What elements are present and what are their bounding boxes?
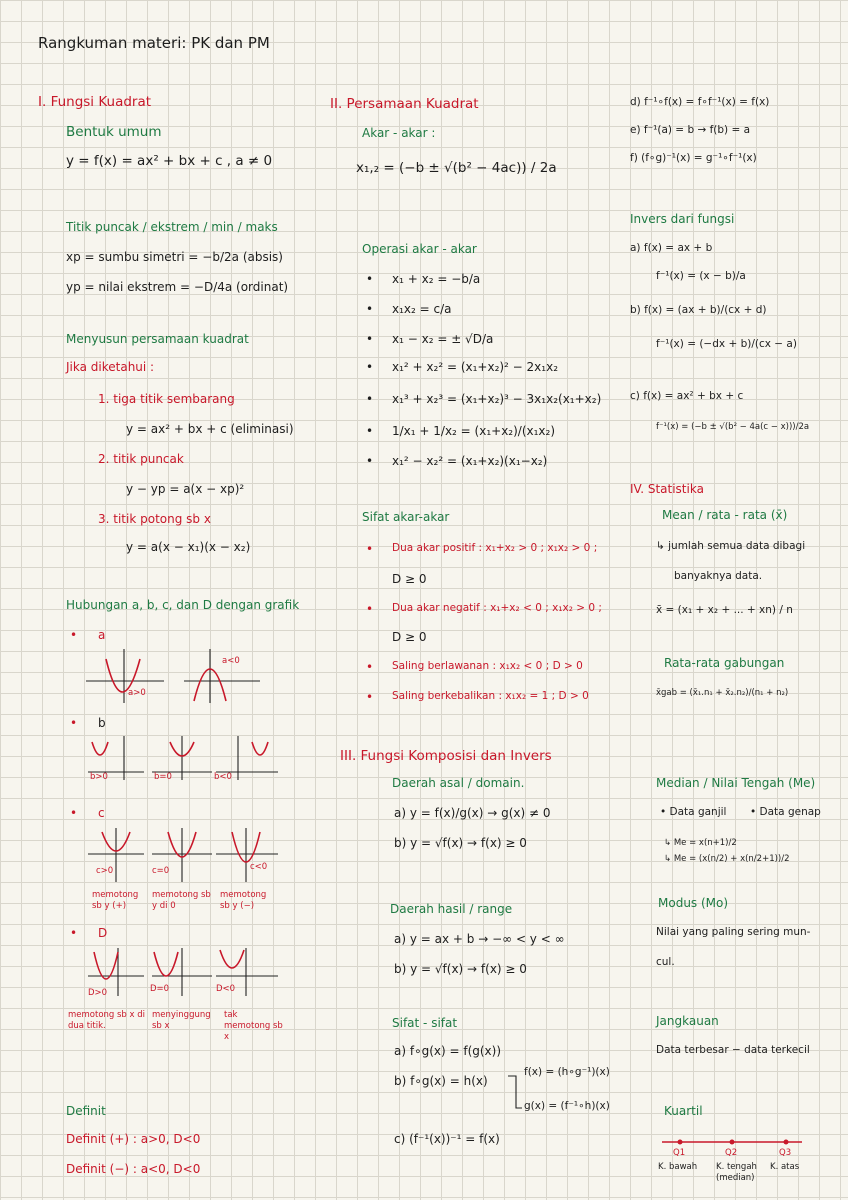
formula-tiga-titik: y = ax² + bx + c (eliminasi): [126, 422, 294, 436]
op-item: x₁ − x₂ = ± √D/a: [392, 332, 494, 346]
section-statistika: IV. Statistika: [630, 482, 704, 496]
sifat-f: f) (f∘g)⁻¹(x) = g⁻¹∘f⁻¹(x): [630, 152, 757, 164]
modus-desc-2: cul.: [656, 956, 675, 968]
akar-label: Akar - akar :: [362, 126, 436, 140]
invers-c2: f⁻¹(x) = (−b ± √(b² − 4a(c − x)))/2a: [656, 422, 810, 432]
modus-desc-1: Nilai yang paling sering mun-: [656, 926, 811, 938]
label-c-neg: c<0: [250, 862, 268, 872]
graphs-c: [86, 826, 282, 884]
page-title: Rangkuman materi: PK dan PM: [38, 34, 270, 52]
akar-formula: x₁,₂ = (−b ± √(b² − 4ac)) / 2a: [356, 160, 557, 176]
kuartil-q1-name: K. bawah: [658, 1162, 698, 1172]
median-label: Median / Nilai Tengah (Me): [656, 776, 816, 790]
formula-titik-potong: y = a(x − x₁)(x − x₂): [126, 540, 251, 554]
op-bullet: •: [366, 454, 374, 468]
invers-a2: f⁻¹(x) = (x − b)/a: [656, 270, 746, 282]
sifat-berkebalikan: Saling berkebalikan : x₁x₂ = 1 ; D > 0: [392, 690, 589, 702]
op-bullet: •: [366, 332, 374, 346]
bullet-a-label: a: [98, 628, 106, 642]
bullet-d: •: [70, 926, 78, 940]
invers-b: b) f(x) = (ax + b)/(cx + d): [630, 304, 767, 316]
op-item: x₁² − x₂² = (x₁+x₂)(x₁−x₂): [392, 454, 548, 468]
label-b-zero: b=0: [154, 772, 172, 782]
label-c-pos: c>0: [96, 866, 114, 876]
op-bullet: •: [366, 302, 374, 316]
label-d-zero: D=0: [150, 984, 170, 994]
sifat-bullet: •: [366, 660, 374, 674]
bullet-b-label: b: [98, 716, 106, 730]
invers-b2: f⁻¹(x) = (−dx + b)/(cx − a): [656, 338, 797, 350]
invers-a: a) f(x) = ax + b: [630, 242, 713, 254]
note-d-pos: memotong sb x di dua titik.: [68, 1010, 146, 1031]
op-item: x₁² + x₂² = (x₁+x₂)² − 2x₁x₂: [392, 360, 559, 374]
rata-gabungan-formula: x̄gab = (x̄₁.n₁ + x̄₂.n₂)/(n₁ + n₂): [656, 688, 789, 698]
sifat-bullet: •: [366, 602, 374, 616]
bullet-d-label: D: [98, 926, 108, 940]
op-bullet: •: [366, 392, 374, 406]
domain-b: b) y = √f(x) → f(x) ≥ 0: [394, 836, 527, 850]
note-c-zero: memotong sb y di 0: [152, 890, 211, 911]
mean-desc-2: banyaknya data.: [674, 570, 763, 582]
sifat-b1: f(x) = (h∘g⁻¹)(x): [524, 1066, 610, 1078]
bentuk-umum-label: Bentuk umum: [66, 124, 162, 140]
jangkauan-label: Jangkauan: [656, 1014, 719, 1028]
sifat-bullet: •: [366, 542, 374, 556]
range-label: Daerah hasil / range: [390, 902, 513, 916]
op-item: x₁x₂ = c/a: [392, 302, 452, 316]
sifat-akar-label: Sifat akar-akar: [362, 510, 450, 524]
section-fungsi-kuadrat: I. Fungsi Kuadrat: [38, 94, 152, 110]
median-genap-formula: ↳ Me = (x(n/2) + x(n/2+1))/2: [664, 854, 790, 864]
invers-label: Invers dari fungsi: [630, 212, 735, 226]
invers-c: c) f(x) = ax² + bx + c: [630, 390, 744, 402]
op-item: x₁³ + x₂³ = (x₁+x₂)³ − 3x₁x₂(x₁+x₂): [392, 392, 602, 406]
label-a-neg: a<0: [222, 656, 240, 666]
sifat-a: a) f∘g(x) = f(g(x)): [394, 1044, 502, 1058]
sifat-sifat-label: Sifat - sifat: [392, 1016, 458, 1030]
domain-a: a) y = f(x)/g(x) → g(x) ≠ 0: [394, 806, 551, 820]
bentuk-umum-formula: y = f(x) = ax² + bx + c , a ≠ 0: [66, 153, 273, 169]
sifat-berlawanan: Saling berlawanan : x₁x₂ < 0 ; D > 0: [392, 660, 583, 672]
note-d-neg: tak memotong sb x: [224, 1010, 283, 1042]
mean-formula: x̄ = (x₁ + x₂ + ... + xn) / n: [656, 604, 793, 616]
sifat-bullet: •: [366, 690, 374, 704]
sifat-dua-negatif: Dua akar negatif : x₁+x₂ < 0 ; x₁x₂ > 0 ;: [392, 602, 602, 614]
kuartil-q2: Q2: [725, 1148, 738, 1158]
jangkauan-desc: Data terbesar − data terkecil: [656, 1044, 810, 1056]
sifat-dua-positif-d: D ≥ 0: [392, 572, 427, 586]
graphs-d: [86, 946, 282, 998]
bullet-c-label: c: [98, 806, 105, 820]
graphs-b: [86, 734, 282, 782]
definit-negatif: Definit (−) : a<0, D<0: [66, 1162, 201, 1176]
op-bullet: •: [366, 272, 374, 286]
rata-gabungan-label: Rata-rata gabungan: [664, 656, 785, 670]
formula-titik-puncak: y − yp = a(x − xp)²: [126, 482, 245, 496]
menyusun-label: Menyusun persamaan kuadrat: [66, 332, 249, 346]
sifat-b2: g(x) = (f⁻¹∘h)(x): [524, 1100, 610, 1112]
sifat-d: d) f⁻¹∘f(x) = f∘f⁻¹(x) = f(x): [630, 96, 770, 108]
label-c-zero: c=0: [152, 866, 170, 876]
kuartil-q3: Q3: [779, 1148, 792, 1158]
bracket-icon: [506, 1066, 524, 1112]
xp-formula: xp = sumbu simetri = −b/2a (absis): [66, 250, 283, 264]
kuartil-q1: Q1: [673, 1148, 686, 1158]
sifat-dua-positif: Dua akar positif : x₁+x₂ > 0 ; x₁x₂ > 0 ;: [392, 542, 598, 554]
kuartil-label: Kuartil: [664, 1104, 703, 1118]
range-a: a) y = ax + b → −∞ < y < ∞: [394, 932, 565, 946]
sifat-b: b) f∘g(x) = h(x): [394, 1074, 488, 1088]
modus-label: Modus (Mo): [658, 896, 729, 910]
sifat-c: c) (f⁻¹(x))⁻¹ = f(x): [394, 1132, 500, 1146]
sifat-dua-negatif-d: D ≥ 0: [392, 630, 427, 644]
definit-label: Definit: [66, 1104, 106, 1118]
graphs-a: [84, 645, 264, 705]
item-titik-potong: 3. titik potong sb x: [98, 512, 211, 526]
note-c-neg: memotong sb y (−): [220, 890, 267, 911]
yp-formula: yp = nilai ekstrem = −D/4a (ordinat): [66, 280, 289, 294]
range-b: b) y = √f(x) → f(x) ≥ 0: [394, 962, 527, 976]
item-tiga-titik: 1. tiga titik sembarang: [98, 392, 235, 406]
op-item: x₁ + x₂ = −b/a: [392, 272, 481, 286]
item-titik-puncak: 2. titik puncak: [98, 452, 184, 466]
bullet-b: •: [70, 716, 78, 730]
op-bullet: •: [366, 424, 374, 438]
label-b-pos: b>0: [90, 772, 108, 782]
section-persamaan-kuadrat: II. Persamaan Kuadrat: [330, 96, 479, 112]
sifat-e: e) f⁻¹(a) = b → f(b) = a: [630, 124, 751, 136]
op-bullet: •: [366, 360, 374, 374]
definit-positif: Definit (+) : a>0, D<0: [66, 1132, 201, 1146]
label-d-pos: D>0: [88, 988, 108, 998]
note-c-pos: memotong sb y (+): [92, 890, 139, 911]
mean-label: Mean / rata - rata (x̄): [662, 508, 788, 522]
hubungan-label: Hubungan a, b, c, dan D dengan grafik: [66, 598, 300, 612]
op-item: 1/x₁ + 1/x₂ = (x₁+x₂)/(x₁x₂): [392, 424, 556, 438]
jika-diketahui: Jika diketahui :: [66, 360, 155, 374]
label-a-pos: a>0: [128, 688, 146, 698]
median-genap: • Data genap: [750, 806, 821, 818]
bullet-a: •: [70, 628, 78, 642]
domain-label: Daerah asal / domain.: [392, 776, 525, 790]
mean-desc-1: ↳ jumlah semua data dibagi: [656, 540, 806, 552]
label-d-neg: D<0: [216, 984, 236, 994]
bullet-c: •: [70, 806, 78, 820]
operasi-label: Operasi akar - akar: [362, 242, 477, 256]
label-b-neg: b<0: [214, 772, 232, 782]
section-fungsi-komposisi: III. Fungsi Komposisi dan Invers: [340, 748, 552, 764]
median-ganjil: • Data ganjil: [660, 806, 727, 818]
kuartil-q3-name: K. atas: [770, 1162, 800, 1172]
titik-puncak-label: Titik puncak / ekstrem / min / maks: [66, 220, 278, 234]
kuartil-q2-name: K. tengah (median): [716, 1162, 757, 1183]
median-ganjil-formula: ↳ Me = x(n+1)/2: [664, 838, 737, 848]
note-d-zero: menyinggung sb x: [152, 1010, 211, 1031]
